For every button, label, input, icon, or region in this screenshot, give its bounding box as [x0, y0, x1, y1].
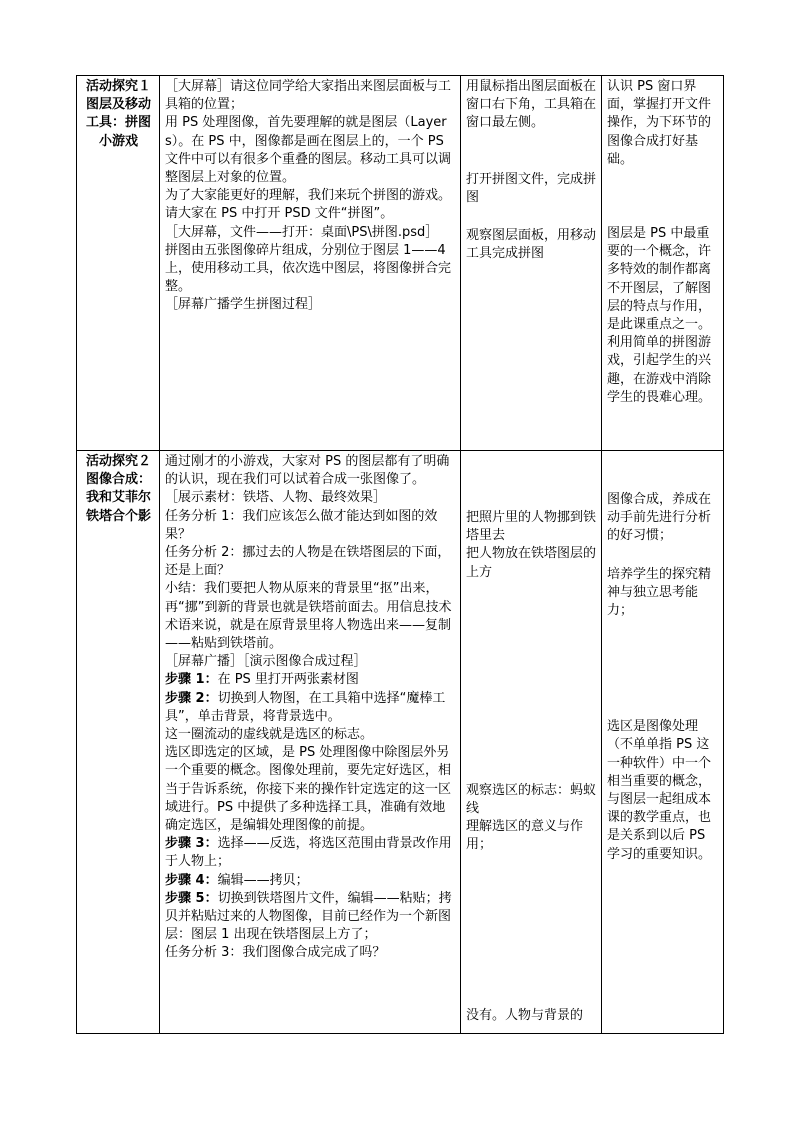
- teacher-activity-cell: [160, 76, 461, 451]
- teacher-text: 小结：我们要把人物从原来的背景里“抠”出来，再“挪”到新的背景也就是铁塔前面去。用信息技术术语来说，就是在原背景里将人物选出来——复制——粘贴到铁塔前。: [165, 581, 452, 652]
- student-text: 把照片里的人物挪到铁塔里去: [466, 510, 597, 544]
- student-activity-cell: [461, 76, 602, 451]
- teacher-text: 请大家在 PS 中打开 PSD 文件“拼图”。: [165, 206, 394, 222]
- teacher-text: ［大屏幕］请这位同学给大家指出来图层面板与工具箱的位置；: [165, 79, 452, 113]
- student-text: 把人物放在铁塔图层的上方: [466, 546, 597, 580]
- teacher-text: ［展示素材：铁塔、人物、最终效果］: [165, 490, 387, 506]
- design-intent-cell: [602, 76, 724, 451]
- teacher-text: ［屏幕广播］［演示图像合成过程］: [165, 654, 367, 670]
- student-text: 没有。人物与背景的: [466, 1007, 584, 1023]
- step-text: 步骤 2：切换到人物图，在工具箱中选择“魔棒工具”，单击背景，将背景选中。: [165, 690, 446, 724]
- step-label: 步骤 3：: [165, 836, 218, 852]
- teacher-text: 选区即选定的区域，是 PS 处理图像中除图层外另一个重要的概念。图像处理前，要先定好选区，相当于告诉系统，你接下来的操作针定选定的这一区域进行。PS 中提供了多种选择工具，准确有效地确定选区，是编辑处理图像的前提。: [165, 745, 452, 834]
- intent-text: 图层是 PS 中最重要的一个概念，许多特效的制作都离不开图层，了解图层的特点与作用，是此课重点之一。利用简单的拼图游戏，引起学生的兴趣，在游戏中消除学生的畏难心理。: [607, 226, 712, 405]
- activity-title: 活动探究１图层及移动工具：拼图小游戏: [77, 76, 160, 451]
- intent-text: 图像合成，养成在动手前先进行分析的好习惯；: [607, 492, 712, 544]
- step-label: 步骤 1：: [165, 672, 218, 688]
- step-label: 步骤 4：: [165, 872, 218, 888]
- student-text: 观察图层面板，用移动工具完成拼图: [466, 228, 597, 262]
- teacher-text: 通过刚才的小游戏，大家对 PS 的图层都有了明确的认识，现在我们可以试着合成一张图像了。: [165, 454, 450, 488]
- table-row: [77, 451, 724, 1034]
- step-label: 步骤 5：: [165, 890, 218, 906]
- teacher-activity-cell: [160, 451, 461, 1034]
- teacher-text: 为了大家能更好的理解，我们来玩个拼图的游戏。: [165, 188, 452, 204]
- teacher-text: ［屏幕广播学生拼图过程］: [165, 297, 322, 313]
- step-label: 步骤 2：: [165, 690, 218, 706]
- teacher-text: 任务分析 1：我们应该怎么做才能达到如图的效果？: [165, 508, 438, 542]
- activity-title: 活动探究２图像合成：我和艾菲尔铁塔合个影: [77, 451, 160, 1034]
- teacher-text: ［大屏幕，文件——打开：桌面\PS\拼图.psd］: [165, 224, 439, 240]
- teacher-text: 拼图由五张图像碎片组成，分别位于图层 1——4 上，使用移动工具，依次选中图层，将图像拼合完整。: [165, 242, 452, 295]
- teacher-text: 用 PS 处理图像，首先要理解的就是图层（Layers）。在 PS 中，图像都是画在图层上的，一个 PS 文件中可以有很多个重叠的图层。移动工具可以调整图层上对象的位置。: [165, 115, 452, 186]
- teacher-text: 这一圈流动的虚线就是选区的标志。: [165, 727, 374, 743]
- student-text: 用鼠标指出图层面板在窗口右下角，工具箱在窗口最左侧。: [466, 79, 597, 131]
- teacher-text: 任务分析 2：挪过去的人物是在铁塔图层的下面，还是上面？: [165, 545, 451, 579]
- student-text: 观察选区的标志：蚂蚁线: [466, 782, 597, 817]
- table-row: [77, 76, 724, 451]
- student-text: 打开拼图文件，完成拼图: [466, 171, 597, 205]
- student-activity-cell: [461, 451, 602, 1034]
- design-intent-cell: [602, 451, 724, 1034]
- intent-text: 认识 PS 窗口界面，掌握打开文件操作，为下环节的图像合成打好基础。: [607, 79, 712, 167]
- lesson-plan-table: [76, 75, 724, 1034]
- teacher-text: 任务分析 3：我们图像合成完成了吗？: [165, 945, 386, 961]
- step-text: 步骤 3：选择——反选，将选区范围由背景改作用于人物上；: [165, 836, 452, 870]
- intent-text: 培养学生的探究精神与独立思考能力；: [607, 566, 712, 619]
- step-text: 步骤 4：编辑——拷贝；: [165, 872, 309, 888]
- student-text: 理解选区的意义与作用；: [466, 819, 584, 853]
- intent-text: 选区是图像处理（不单单指 PS 这一种软件）中一个相当重要的概念，与图层一起组成本课的教学重点，也是关系到以后 PS 学习的重要知识。: [607, 719, 712, 862]
- step-text: 步骤 1：在 PS 里打开两张素材图: [165, 672, 359, 688]
- step-text: 步骤 5：切换到铁塔图片文件，编辑——粘贴；拷贝并粘贴过来的人物图像，目前已经作为一个新图层：图层 1 出现在铁塔图层上方了；: [165, 890, 452, 943]
